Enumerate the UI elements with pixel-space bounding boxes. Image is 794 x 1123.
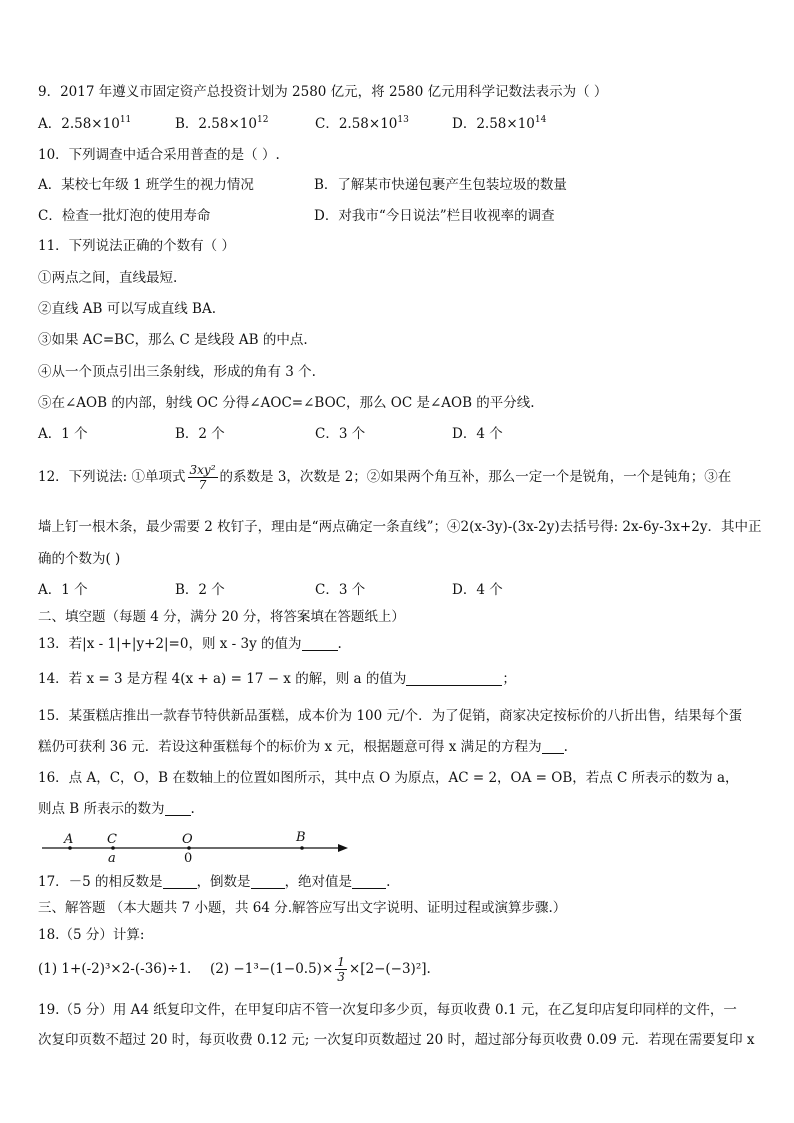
- q10-option-d: D．对我市“今日说法”栏目收视率的调查: [314, 208, 555, 224]
- q15-answer-blank: [542, 739, 564, 754]
- q12-line-2: 墙上钉一根木条，最少需要 2 枚钉子，理由是“两点确定一条直线”；④2(x-3y)-(3x-2y)去括号得: 2x-6y-3x+2y．其中正: [38, 519, 762, 535]
- q13-end: .: [337, 636, 342, 652]
- q10-option-b: B．了解某市快递包裹产生包装垃圾的数量: [314, 177, 567, 193]
- q12-options: [38, 580, 764, 600]
- q16-line-1: 16．点 A，C，O，B 在数轴上的位置如图所示，其中点 O 为原点，AC = 2，OA = OB，若点 C 所表示的数为 a，: [38, 770, 739, 786]
- q18-frac-num: 1: [337, 955, 345, 969]
- q18-part-1: (1) 1+(-2)³×2-(-36)÷1.: [38, 961, 192, 977]
- q13: [38, 634, 764, 654]
- q16-text: 则点 B 所表示的数为: [38, 801, 165, 817]
- q11-item-2: ②直线 AB 可以写成直线 BA.: [38, 301, 217, 317]
- q14: [38, 669, 764, 689]
- q12-monomial-fraction: [188, 463, 218, 492]
- point-o-value: 0: [184, 851, 193, 866]
- q15-end: .: [563, 739, 568, 755]
- q9-options: [38, 114, 764, 134]
- number-line-svg: [40, 832, 360, 872]
- q17-blank-1: [163, 874, 197, 889]
- q14-text: 14．若 x = 3 是方程 4(x + a) = 17 − x 的解，则 a 的值为: [38, 671, 407, 687]
- q9-option-c: [315, 114, 409, 134]
- q15-line-2: [38, 737, 764, 757]
- q16-answer-blank: [165, 801, 191, 816]
- section-3-heading: 三、解答题 （本大题共 7 小题，共 64 分.解答应写出文字说明、证明过程或演算步骤.）: [38, 900, 567, 916]
- q12-line-3: 确的个数为( ): [38, 551, 121, 567]
- q11-option-b: B．2 个: [175, 426, 225, 442]
- q17-part-a: 17．－5 的相反数是: [38, 874, 163, 890]
- q9-option-d: [452, 114, 546, 134]
- number-line-figure: [40, 832, 360, 872]
- q11-options: [38, 424, 764, 444]
- q12-option-d: D．4 个: [452, 582, 503, 598]
- q12-option-c: C．3 个: [315, 582, 366, 598]
- q9-option-a-exp: 11: [119, 114, 132, 125]
- q11-option-c: C．3 个: [315, 426, 366, 442]
- q9-option-b: [175, 114, 268, 134]
- q9-option-c-exp: 13: [397, 114, 409, 125]
- q9-option-b-exp: 12: [256, 114, 269, 125]
- q9-option-b-text: B．2.58×10: [175, 116, 257, 132]
- q16-end: .: [190, 801, 195, 817]
- q12-line1-pre: 12．下列说法: ①单项式: [38, 469, 186, 485]
- q12-option-a: A．1 个: [38, 582, 88, 598]
- q17-blank-3: [352, 874, 386, 889]
- q17-part-c: ，绝对值是: [284, 874, 353, 890]
- q11-stem: 11．下列说法正确的个数有（ ）: [38, 238, 235, 254]
- q10-stem: 10．下列调查中适合采用普查的是（ ）.: [38, 147, 280, 163]
- q10-option-c: C．检查一批灯泡的使用寿命: [38, 208, 211, 224]
- q11-item-3: ③如果 AC=BC，那么 C 是线段 AB 的中点.: [38, 332, 308, 348]
- q18-p2-pre: (2) −1³−(1−0.5)×: [210, 961, 334, 977]
- q10-options-row2: [38, 206, 764, 226]
- q9-option-d-text: D．2.58×10: [452, 116, 535, 132]
- q12-line1-post: 的系数是 3，次数是 2；②如果两个角互补，那么一定一个是锐角，一个是钝角；③在: [219, 469, 732, 485]
- q9-option-d-exp: 14: [534, 114, 547, 125]
- q14-answer-blank: [406, 671, 502, 686]
- q19-line-1: 19.（5 分）用 A4 纸复印文件，在甲复印店不管一次复印多少页，每页收费 0.1 元，在乙复印店复印同样的文件，一: [38, 1002, 737, 1018]
- point-b-dot: [300, 846, 304, 850]
- q17: [38, 872, 764, 892]
- q11-item-1: ①两点之间，直线最短.: [38, 270, 178, 286]
- q16-line-2: [38, 799, 764, 819]
- q18-frac-den: 3: [337, 970, 345, 984]
- q9-option-c-text: C．2.58×10: [315, 116, 398, 132]
- q19-line-2: 次复印页数不超过 20 时，每页收费 0.12 元; 一次复印页数超过 20 时，超过部分每页收费 0.09 元．若现在需要复印 x: [38, 1032, 755, 1048]
- q13-answer-blank: [302, 636, 338, 651]
- point-c-value: a: [108, 851, 116, 866]
- q12-frac-num: 3xy²: [189, 463, 216, 477]
- section-2-heading: 二、填空题（每题 4 分，满分 20 分，将答案填在答题纸上）: [38, 609, 405, 625]
- point-o-label: O: [182, 832, 193, 847]
- q9-option-a-text: A．2.58×10: [38, 116, 120, 132]
- q17-blank-2: [251, 874, 285, 889]
- point-a-label: A: [64, 832, 74, 847]
- q15-line-1: 15．某蛋糕店推出一款春节特供新品蛋糕，成本价为 100 元/个．为了促销，商家决定按标价的八折出售，结果每个蛋: [38, 708, 743, 724]
- number-line-arrow-icon: [338, 844, 348, 852]
- q18-part-2: [210, 950, 431, 988]
- q18-fraction: [335, 955, 347, 984]
- q11-item-5: ⑤在∠AOB 的内部，射线 OC 分得∠AOC=∠BOC，那么 OC 是∠AOB 的平分线.: [38, 395, 535, 411]
- q11-option-d: D．4 个: [452, 426, 503, 442]
- q18-stem: 18.（5 分）计算:: [38, 927, 145, 943]
- q11-option-a: A．1 个: [38, 426, 88, 442]
- point-c-label: C: [107, 832, 117, 847]
- q9-stem: 9．2017 年遵义市固定资产总投资计划为 2580 亿元，将 2580 亿元用科学记数法表示为（ ）: [38, 84, 608, 100]
- point-b-label: B: [296, 830, 306, 845]
- q15-text: 糕仍可获利 36 元．若设这种蛋糕每个的标价为 x 元，根据题意可得 x 满足的方程为: [38, 739, 542, 755]
- q11-item-4: ④从一个顶点引出三条射线，形成的角有 3 个.: [38, 364, 316, 380]
- q9-option-a: [38, 114, 131, 134]
- q12-line-1: [38, 458, 764, 496]
- q17-part-b: ，倒数是: [196, 874, 251, 890]
- q10-options-row1: [38, 175, 764, 195]
- q13-text: 13．若|x - 1|+|y+2|=0，则 x - 3y 的值为: [38, 636, 302, 652]
- q10-option-a: A．某校七年级 1 班学生的视力情况: [38, 177, 254, 193]
- q17-end: .: [386, 874, 391, 890]
- q18-p2-post: ×[2−(−3)²].: [348, 961, 431, 977]
- q12-frac-den: 7: [198, 478, 207, 492]
- q18-parts: [38, 950, 764, 988]
- q14-end: ；: [502, 671, 516, 687]
- q12-option-b: B．2 个: [175, 582, 225, 598]
